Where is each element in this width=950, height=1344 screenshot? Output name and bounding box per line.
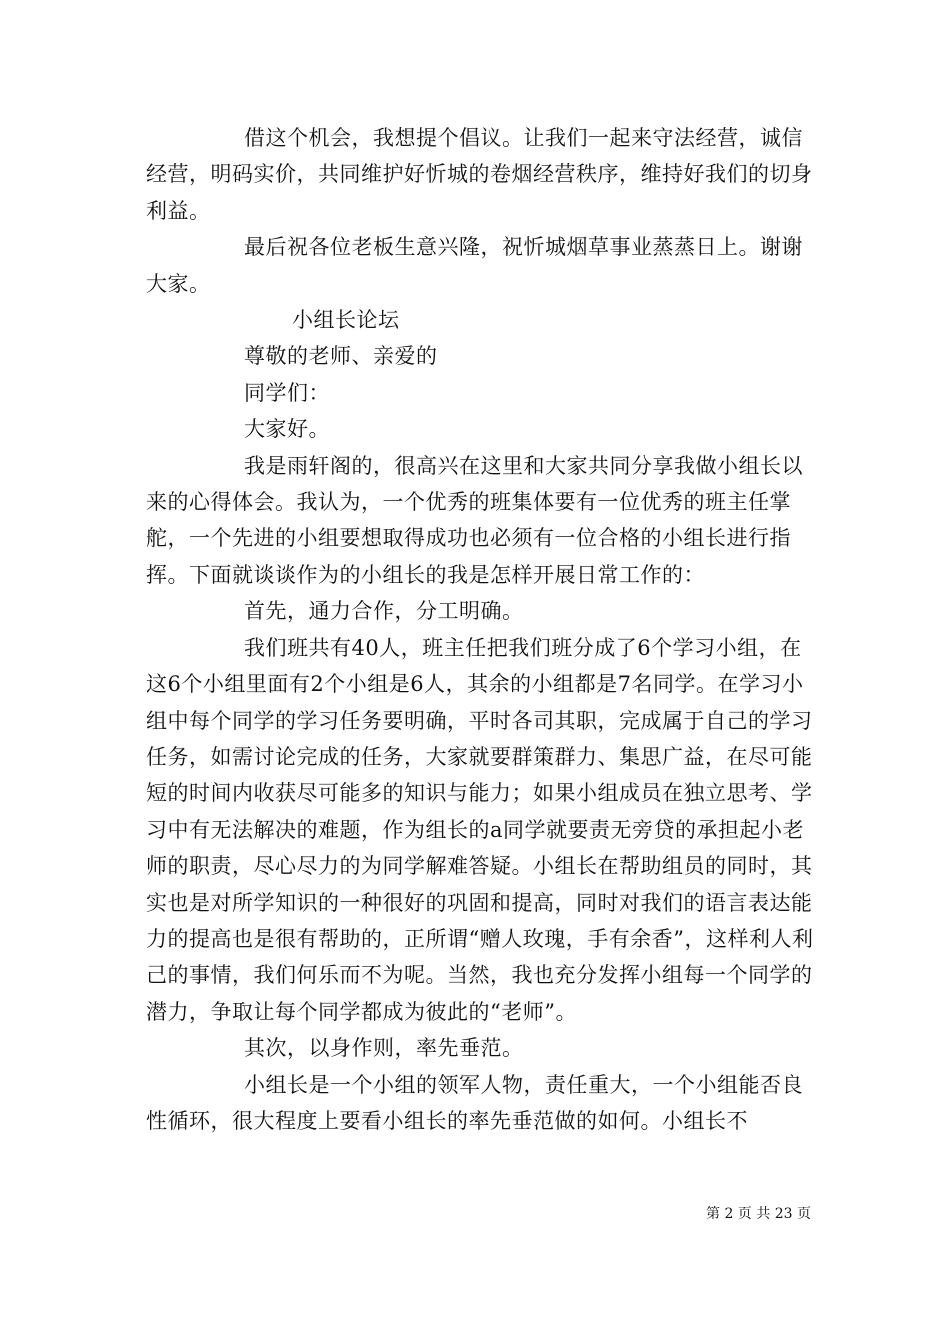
document-body <box>146 120 816 1139</box>
paragraph-first-point: 我们班共有40人，班主任把我们班分成了6个学习小组，在这6个小组里面有2个小组是6人，其余的小组都是7名同学。在学习小组中每个同学的学习任务要明确，平时各司其职，完成属于自己的学习任务，如需讨论完成的任务，大家就要群策群力、集思广益，在尽可能短的时间内收获尽可能多的知识与能力；如果小组成员在独立思考、学习中有无法解决的难题，作为组长的a同学就要责无旁贷的承担起小老师的职责，尽心尽力的为同学解难答疑。小组长在帮助组员的同时，其实也是对所学知识的一种很好的巩固和提高，同时对我们的语言表达能力的提高也是很有帮助的，正所谓“赠人玫瑰，手有余香”，这样利人利己的事情，我们何乐而不为呢。当然，我也充分发挥小组每一个同学的潜力，争取让每个同学都成为彼此的“老师”。 <box>146 635 814 1024</box>
salutation-line-2: 同学们： <box>244 380 330 405</box>
heading-first-point: 首先，通力合作，分工明确。 <box>244 599 524 624</box>
salutation-line-1: 尊敬的老师、亲爱的 <box>244 344 438 369</box>
greeting: 大家好。 <box>244 417 330 442</box>
paragraph-closing-wish: 最后祝各位老板生意兴隆，祝忻城烟草事业蒸蒸日上。谢谢大家。 <box>146 235 803 296</box>
section-title: 小组长论坛 <box>292 308 400 333</box>
paragraph-intro: 我是雨轩阁的，很高兴在这里和大家共同分享我做小组长以来的心得体会。我认为，一个优秀的班集体要有一位优秀的班主任掌舵，一个先进的小组要想取得成功也必须有一位合格的小组长进行指挥。下面就谈谈作为的小组长的我是怎样开展日常工作的： <box>146 453 803 587</box>
paragraph-initiative: 借这个机会，我想提个倡议。让我们一起来守法经营，诚信经营，明码实价，共同维护好忻城的卷烟经营秩序，维持好我们的切身利益。 <box>146 126 813 223</box>
heading-second-point: 其次，以身作则，率先垂范。 <box>244 1036 524 1061</box>
page-number-footer: 第 2 页 共 23 页 <box>706 1206 811 1222</box>
paragraph-second-point: 小组长是一个小组的领军人物，责任重大，一个小组能否良性循环，很大程度上要看小组长的率先垂范做的如何。小组长不 <box>146 1072 803 1133</box>
